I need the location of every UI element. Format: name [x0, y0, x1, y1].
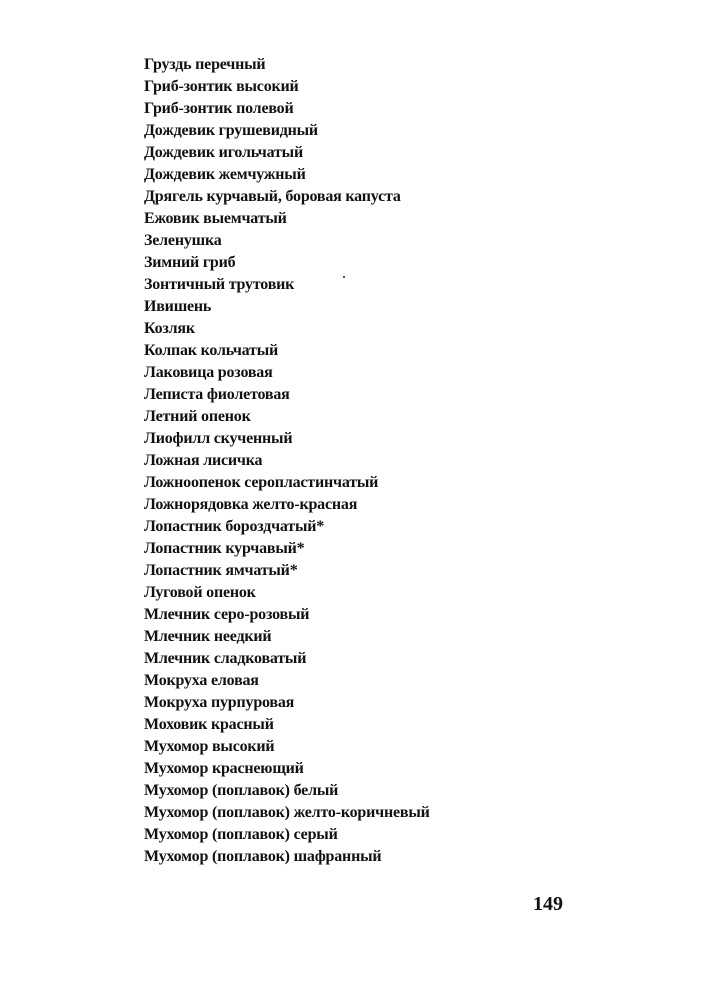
list-item: Гриб-зонтик полевой: [144, 100, 294, 117]
list-item: Луговой опенок: [144, 584, 256, 601]
list-item: Зимний гриб: [144, 254, 236, 271]
list-item: Зеленушка: [144, 232, 222, 249]
page-number: 149: [533, 893, 563, 915]
list-item: Мокруха пурпуровая: [144, 694, 295, 711]
list-item: Мухомор (поплавок) шафранный: [144, 848, 382, 865]
list-item: Мокруха еловая: [144, 672, 259, 689]
list-item: Лиофилл скученный: [144, 430, 293, 447]
list-item: Лаковица розовая: [144, 364, 273, 381]
list-item: Леписта фиолетовая: [144, 386, 290, 403]
list-item: Млечник неедкий: [144, 628, 272, 645]
list-item: Козляк: [144, 320, 195, 337]
list-item: Ивишень: [144, 298, 212, 315]
list-item: Мухомор (поплавок) белый: [144, 782, 339, 799]
list-item: Млечник сладковатый: [144, 650, 307, 667]
list-item: Моховик красный: [144, 716, 274, 733]
list-item: Лопастник ямчатый*: [144, 562, 298, 579]
list-item: Дождевик жемчужный: [144, 166, 306, 183]
list-item: Ложноопенок серопластинчатый: [144, 474, 379, 491]
list-item: Лопастник бороздчатый*: [144, 518, 325, 535]
print-speck: [343, 276, 345, 278]
list-item: Дождевик игольчатый: [144, 144, 303, 161]
list-item: Лопастник курчавый*: [144, 540, 305, 557]
list-item: Зонтичный трутовик: [144, 276, 295, 293]
list-item: Мухомор краснеющий: [144, 760, 304, 777]
list-item: Груздь перечный: [144, 56, 266, 73]
list-item: Ежовик выемчатый: [144, 210, 287, 227]
list-item: Млечник серо-розовый: [144, 606, 310, 623]
list-item: Ложная лисичка: [144, 452, 263, 469]
list-item: Дрягель курчавый, боровая капуста: [144, 188, 401, 205]
mushroom-name-list: [144, 54, 430, 868]
list-item: Мухомор высокий: [144, 738, 275, 755]
list-item: Колпак кольчатый: [144, 342, 279, 359]
list-item: Гриб-зонтик высокий: [144, 78, 299, 95]
list-item: Летний опенок: [144, 408, 251, 425]
list-item: Дождевик грушевидный: [144, 122, 318, 139]
list-item: Мухомор (поплавок) желто-коричневый: [144, 804, 430, 821]
list-item: Мухомор (поплавок) серый: [144, 826, 338, 843]
list-item: Ложнорядовка желто-красная: [144, 496, 358, 513]
